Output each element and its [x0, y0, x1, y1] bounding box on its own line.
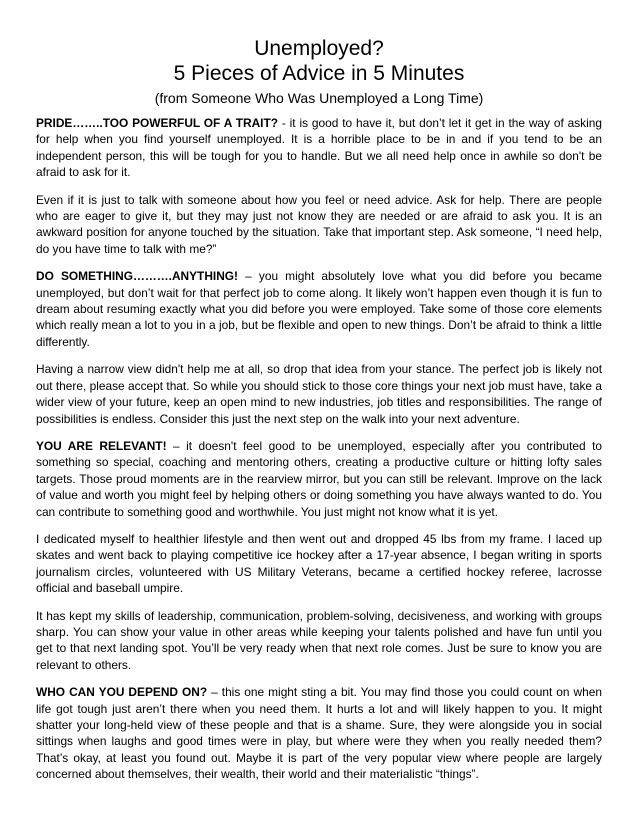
- paragraph-skills: [36, 608, 602, 674]
- paragraph-lifestyle: [36, 531, 602, 597]
- paragraph-text: Even if it is just to talk with someone about how you feel or need advice. Ask for help. There are people who are eager to give it, but they may just not know they are needed or are afraid to ask you. It is an awkward position for anyone touched by the situation. Take that important step. Ask someone, “I need help, do you have time to talk with me?”: [36, 192, 602, 256]
- paragraph-do-something: [36, 268, 602, 350]
- section-heading-do-something: DO SOMETHING……….ANYTHING!: [36, 269, 239, 284]
- section-heading-relevant: YOU ARE RELEVANT!: [36, 438, 167, 453]
- title-block: [36, 36, 602, 108]
- section-heading-depend: WHO CAN YOU DEPEND ON?: [36, 685, 208, 700]
- paragraph-text: – you might absolutely love what you did before you became unemployed, but don’t wait for that perfect job to come along. It likely won’t happen even though it is fun to dream about resuming exactly what you did before you were employed. Take some of those core elements which really mean a lot to you in a job, but be flexible and open to new things. Don’t be afraid to think a little differently.: [36, 269, 602, 349]
- page-title: Unemployed?: [254, 37, 384, 60]
- paragraph-text: – this one might sting a bit. You may find those you could count on when life got tough just aren’t there when you need them. It hurts a lot and will likely happen to you. It might shatter your long-held view of these people and that is a shame. Sure, they were alongside you in social sittings when laughs and good times were in play, but where were they when you really needed them? That’s okay, at least you found out. Maybe it is part of the very popular view where people are largely concerned about themselves, their wealth, their world and their materialistic “things”.: [36, 685, 602, 782]
- page-subtitle: 5 Pieces of Advice in 5 Minutes: [173, 62, 465, 85]
- page-byline: (from Someone Who Was Unemployed a Long Time): [154, 90, 484, 106]
- paragraph-text: I dedicated myself to healthier lifestyle and then went out and dropped 45 lbs from my frame. I laced up skates and went back to playing competitive ice hockey after a 17-year absence, I began writing in sports journalism circles, volunteered with US Military Veterans, became a certified hockey referee, lacrosse official and baseball umpire.: [36, 531, 602, 596]
- section-heading-pride: PRIDE……..TOO POWERFUL OF A TRAIT?: [36, 116, 278, 130]
- paragraph-relevant: [36, 438, 602, 520]
- paragraph-text: – it doesn't feel good to be unemployed, especially after you contributed to something so special, coaching and mentoring others, creating a productive culture or hitting lofty sales targets. Those proud moments are in the rearview mirror, but you can still be relevant. Improve on the lack of value and worth you might feel by helping others or doing something you have always wanted to do. You can contribute to something good and worthwhile. You just might not know what it is yet.: [36, 438, 602, 519]
- paragraph-depend: [36, 684, 602, 782]
- paragraph-text: Having a narrow view didn't help me at all, so drop that idea from your stance. The perfect job is likely not out there, please accept that. So while you should stick to those core things your next job must have, take a wider view of your future, keep an open mind to new industries, job titles and responsibilities. The range of possibilities is endless. Consider this just the next step on the walk into your next adventure.: [36, 362, 602, 426]
- paragraph-ask-for-help: [36, 192, 602, 258]
- paragraph-pride: [36, 115, 602, 181]
- paragraph-narrow-view: [36, 361, 602, 427]
- paragraph-text: - it is good to have it, but don’t let it get in the way of asking for help when you find yourself unemployed. It is a horrible place to be in and if you tend to be an independent person, this will be tough for you to handle. But we all need help once in awhile so don't be afraid to ask for it.: [36, 116, 602, 180]
- paragraph-text: It has kept my skills of leadership, communication, problem-solving, decisiveness, and working with groups sharp. You can show your value in other areas while keeping your talents polished and have fun until you get to that next landing spot. You’ll be very ready when that next role comes. Just be sure to know you are relevant to others.: [36, 608, 602, 672]
